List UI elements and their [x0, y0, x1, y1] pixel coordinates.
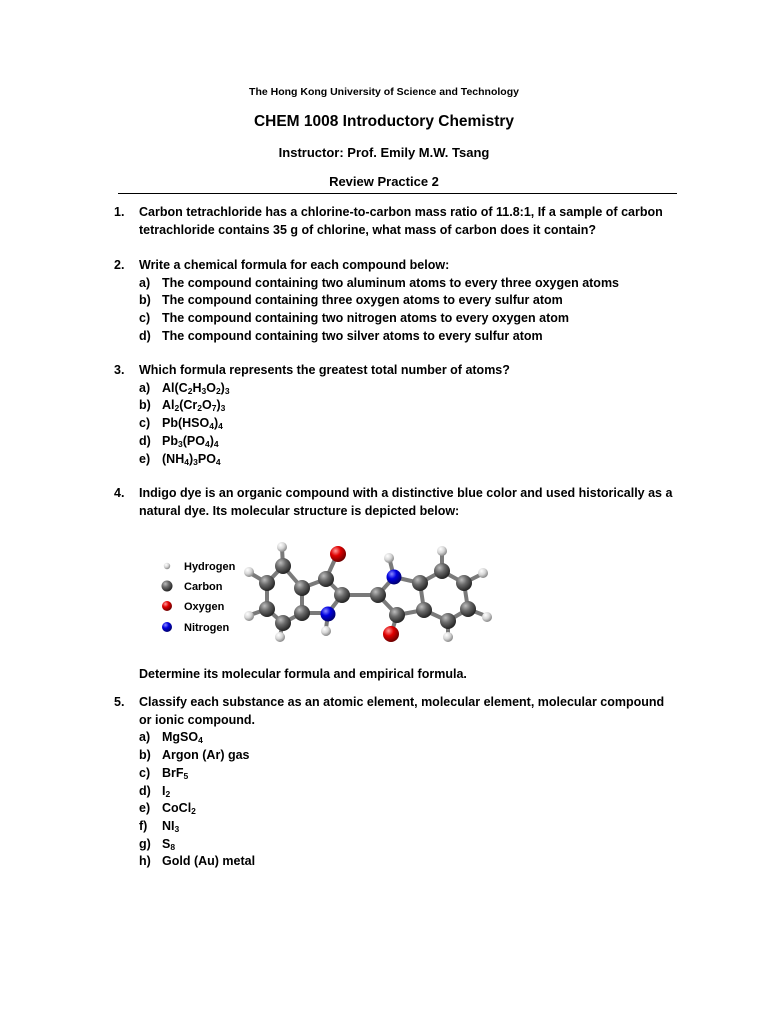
carbon-atom: [440, 613, 456, 629]
hydrogen-atom: [277, 542, 287, 552]
formula-subscript: 5: [183, 770, 189, 781]
legend-label-carbon: Carbon: [184, 581, 223, 593]
option-formula: $Pb(HSO_4)_4$: [162, 416, 223, 432]
carbon-atom: [389, 607, 405, 623]
hydrogen-atom: [275, 632, 285, 642]
carbon-atom: [275, 558, 291, 574]
option-letter: d): [139, 328, 151, 343]
option-letter: d): [139, 783, 151, 798]
carbon-atom: [259, 575, 275, 591]
option-letter: b): [139, 748, 151, 763]
formula-subscript: 4: [198, 735, 203, 746]
legend: [162, 561, 236, 634]
formula-subscript: 3: [193, 456, 198, 467]
option: [114, 433, 674, 451]
option: [114, 729, 674, 747]
option-letter: c): [139, 765, 151, 780]
option-text: The compound containing three oxygen atoms to every sulfur atom: [162, 293, 563, 308]
option: [114, 853, 674, 871]
option: [114, 380, 674, 398]
option: [114, 328, 674, 346]
hydrogen-atom: [384, 553, 394, 563]
option: [114, 800, 674, 818]
hydrogen-atom: [482, 612, 492, 622]
option-letter: b): [139, 293, 151, 308]
option: [114, 836, 674, 854]
formula-subscript: 7: [211, 403, 217, 414]
formula-subscript: 2: [197, 403, 203, 414]
option-text: The compound containing two silver atoms to every sulfur atom: [162, 328, 543, 343]
nitrogen-atom: [321, 607, 336, 622]
carbon-atom: [294, 580, 310, 596]
option-text: The compound containing two nitrogen atoms to every oxygen atom: [162, 311, 569, 326]
formula-subscript: 2: [215, 385, 221, 396]
option-letter: h): [139, 854, 151, 869]
formula-subscript: 2: [191, 806, 196, 817]
legend-label-nitrogen: Nitrogen: [184, 622, 230, 634]
question-number: 2.: [114, 258, 125, 272]
instructor-line: Instructor: Prof. Emily M.W. Tsang: [278, 145, 490, 160]
formula-subscript: 3: [220, 403, 226, 414]
course-title: CHEM 1008 Introductory Chemistry: [253, 113, 515, 130]
nitrogen-atom: [387, 570, 402, 585]
option-letter: c): [139, 416, 151, 431]
formula-subscript: 3: [201, 385, 207, 396]
carbon-legend-dot: [162, 581, 173, 592]
option-text: The compound containing two aluminum atoms to every three oxygen atoms: [162, 275, 620, 290]
question-number: 1.: [114, 205, 125, 219]
option-letter: g): [139, 836, 151, 851]
option-letter: e): [139, 801, 151, 816]
hydrogen-atom: [244, 567, 254, 577]
question-4: [114, 485, 674, 520]
carbon-atom: [275, 615, 291, 631]
option-formula: Argon (Ar) gas: [162, 748, 250, 763]
question-text: Classify each substance as an atomic element, molecular element, molecular compound or ionic compound.: [139, 695, 665, 727]
question-text: Which formula represents the greatest total number of atoms?: [139, 363, 510, 377]
question-number: 5.: [114, 695, 125, 709]
option-letter: e): [139, 451, 151, 466]
carbon-atom: [460, 601, 476, 617]
option: [114, 765, 674, 783]
option-formula: CoCl$_2$: [162, 801, 196, 817]
option-formula: $Al(C_2H_3O_2)_3$: [162, 380, 230, 396]
option-formula: MgSO$_4$: [162, 730, 203, 746]
option-formula: $NI_3$: [162, 818, 180, 834]
option-formula: BrF$_5$: [162, 765, 189, 781]
formula-subscript: 4: [209, 421, 214, 432]
option-formula: $S_8$: [162, 836, 176, 852]
question-1: [114, 204, 674, 239]
formula-subscript: 8: [170, 841, 176, 852]
question-number: 4.: [114, 486, 125, 500]
indigo-molecule-figure: [150, 533, 510, 645]
formula-subscript: 3: [177, 438, 183, 449]
formula-subscript: 4: [184, 456, 189, 467]
question-4-followup: Determine its molecular formula and empirical formula.: [139, 667, 467, 681]
hydrogen-atom: [478, 568, 488, 578]
hydrogen-atom: [443, 632, 453, 642]
option-letter: a): [139, 730, 151, 745]
hydrogen-atom: [321, 626, 331, 636]
hydrogen-legend-dot: [164, 563, 170, 569]
header-divider: [118, 193, 677, 194]
question-3: [114, 362, 674, 468]
option-formula: $Al_2(Cr_2O_7)_3$: [162, 398, 226, 414]
document-subtitle: Review Practice 2: [329, 174, 439, 189]
option: [114, 310, 674, 328]
option-letter: a): [139, 380, 151, 395]
formula-subscript: 4: [204, 438, 210, 449]
option: [114, 818, 674, 836]
formula-subscript: 2: [174, 403, 180, 414]
carbon-atom: [370, 587, 386, 603]
option-formula: $(NH_4)_3PO_4$: [162, 451, 221, 467]
question-2: [114, 257, 674, 346]
legend-label-hydrogen: Hydrogen: [184, 561, 236, 573]
option: [114, 451, 674, 469]
question-number: 3.: [114, 363, 125, 377]
question-text: Write a chemical formula for each compound below:: [139, 258, 450, 272]
carbon-atom: [412, 575, 428, 591]
carbon-atom: [434, 563, 450, 579]
option: [114, 747, 674, 765]
oxygen-legend-dot: [162, 601, 172, 611]
option-letter: d): [139, 433, 151, 448]
formula-subscript: 4: [215, 456, 221, 467]
option-letter: f): [139, 818, 148, 833]
formula-subscript: 4: [218, 421, 223, 432]
option: [114, 783, 674, 801]
nitrogen-legend-dot: [162, 622, 172, 632]
option-letter: a): [139, 275, 151, 290]
hydrogen-atom: [244, 611, 254, 621]
option: [114, 415, 674, 433]
option-formula: $I_2$: [162, 783, 171, 799]
formula-subscript: 3: [174, 823, 180, 834]
option: [114, 275, 674, 293]
option: [114, 397, 674, 415]
carbon-atom: [259, 601, 275, 617]
oxygen-atom: [383, 626, 399, 642]
formula-subscript: 3: [224, 385, 230, 396]
question-5: [114, 694, 674, 871]
option-formula: Gold (Au) metal: [162, 854, 256, 869]
university-name: The Hong Kong University of Science and Technology: [249, 86, 519, 98]
legend-label-oxygen: Oxygen: [184, 601, 225, 613]
option-letter: c): [139, 311, 151, 326]
hydrogen-atom: [437, 546, 447, 556]
option-formula: $Pb_3(PO_4)_4$: [162, 433, 219, 449]
question-text: Indigo dye is an organic compound with a distinctive blue color and used historically as a natural dye. Its molecular structure is depicted below:: [139, 486, 673, 518]
carbon-atom: [416, 602, 432, 618]
carbon-atom: [334, 587, 350, 603]
formula-subscript: 4: [213, 438, 219, 449]
carbon-atom: [318, 571, 334, 587]
carbon-atom: [456, 575, 472, 591]
option-letter: b): [139, 398, 151, 413]
formula-subscript: 2: [187, 385, 193, 396]
question-text: Carbon tetrachloride has a chlorine-to-carbon mass ratio of 11.8:1, If a sample of carbon tetrachloride contains 35 g of chlorine, what mass of carbon does it contain?: [139, 205, 663, 237]
oxygen-atom: [330, 546, 346, 562]
formula-subscript: 2: [165, 788, 171, 799]
option: [114, 292, 674, 310]
carbon-atom: [294, 605, 310, 621]
